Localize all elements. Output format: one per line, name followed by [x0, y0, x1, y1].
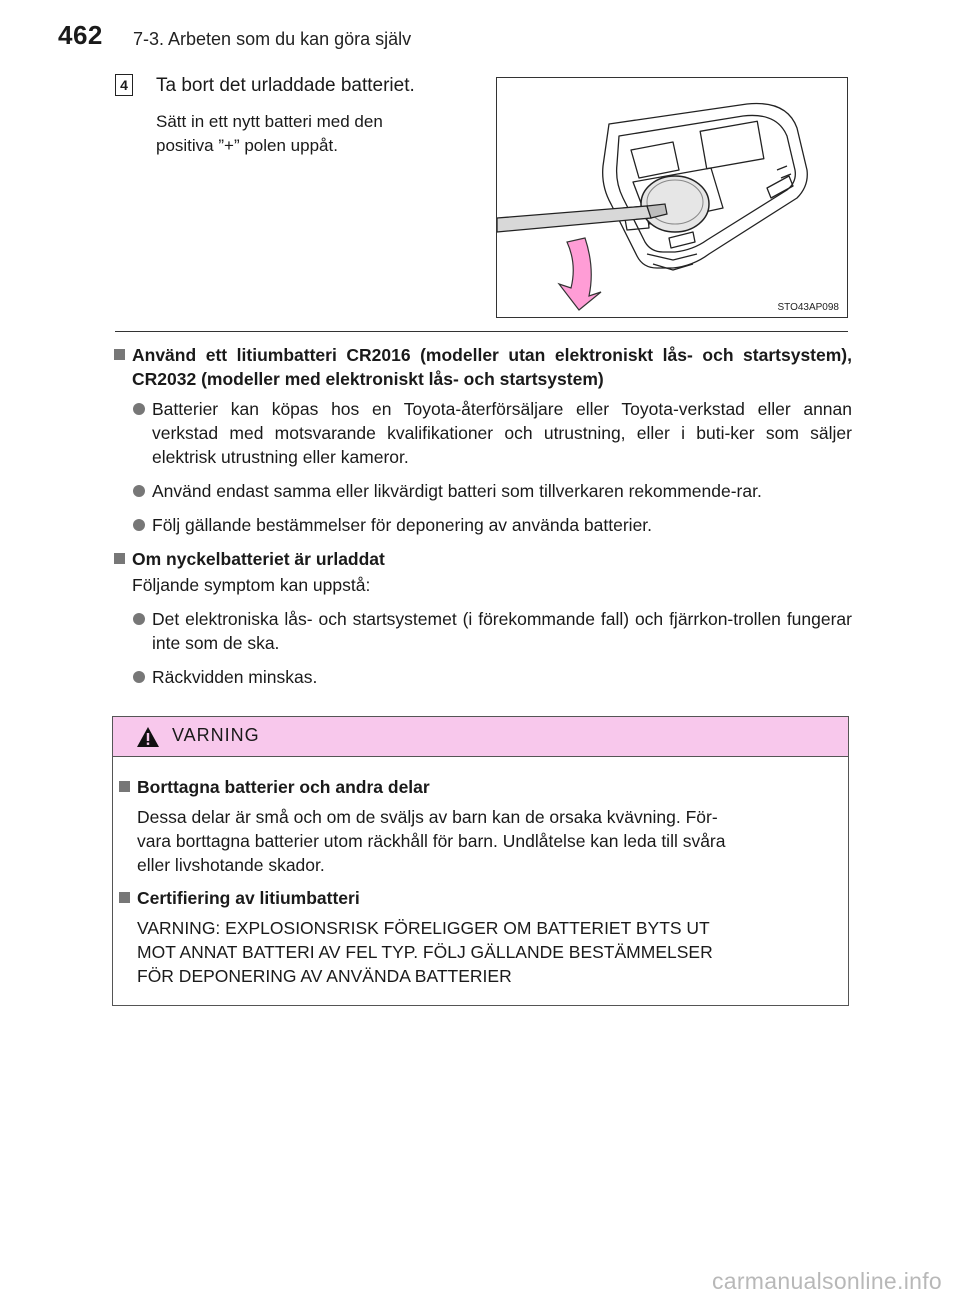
warning-item-title: Certifiering av litiumbatteri: [137, 888, 360, 908]
pry-direction-arrow: [559, 238, 601, 310]
warning-item-line: MOT ANNAT BATTERI AV FEL TYP. FÖLJ GÄLLANDE BESTÄMMELSER: [137, 942, 713, 962]
screwdriver: [497, 206, 651, 232]
list-item: Batterier kan köpas hos en Toyota-återförsäljare eller Toyota-verkstad eller annan verkstad med motsvarande kvalifikationer och utrustning, eller i buti-ker som säljer elektrisk utrustning eller kameror.: [112, 397, 852, 469]
warning-item-line: vara borttagna batterier utom räckhåll för barn. Undlåtelse kan leda till svåra: [137, 831, 726, 851]
warning-item-line: VARNING: EXPLOSIONSRISK FÖRELIGGER OM BATTERIET BYTS UT: [137, 918, 710, 938]
warning-box: [112, 716, 849, 1006]
discharged-intro: Följande symptom kan uppstå:: [132, 575, 371, 595]
step-heading: Ta bort det urladdade batteriet.: [156, 75, 415, 96]
warning-item-body: [137, 916, 834, 988]
list-item: Använd endast samma eller likvärdigt batteri som tillverkaren rekommende-rar.: [112, 479, 852, 503]
list-item: Det elektroniska lås- och startsystemet (i förekommande fall) och fjärrkon-trollen fungerar inte som de ska.: [112, 607, 852, 655]
step-instruction: [156, 110, 478, 158]
figure-code: STO43AP098: [777, 302, 839, 313]
list-item: Följ gällande bestämmelser för deponering av använda batterier.: [112, 513, 852, 537]
battery-type-title: Använd ett litiumbatteri CR2016 (modeller utan elektroniskt lås- och startsystem), CR2032 (modeller med elektroniskt lås- och startsystem): [132, 345, 852, 389]
warning-content: [113, 775, 848, 997]
warning-item: [113, 775, 848, 877]
list-item: Räckvidden minskas.: [112, 665, 852, 689]
warning-header: [113, 717, 848, 757]
warning-label: VARNING: [172, 725, 260, 745]
battery-type-section: [112, 343, 852, 391]
warning-item-title: Borttagna batterier och andra delar: [137, 777, 430, 797]
warning-item-line: FÖR DEPONERING AV ANVÄNDA BATTERIER: [137, 966, 512, 986]
step-instruction-line: Sätt in ett nytt batteri med den: [156, 112, 383, 131]
warning-item-line: Dessa delar är små och om de sväljs av barn kan de orsaka kvävning. För-: [137, 807, 718, 827]
step-number-badge: 4: [115, 74, 133, 96]
battery-replacement-illustration: [496, 77, 848, 318]
discharged-title: Om nyckelbatteriet är urladdat: [132, 549, 385, 569]
warning-item-line: eller livshotande skador.: [137, 855, 325, 875]
page-number: 462: [58, 20, 103, 50]
section-divider: [115, 331, 848, 332]
section-title: 7-3. Arbeten som du kan göra själv: [133, 29, 412, 49]
warning-triangle-icon: [136, 726, 160, 748]
discharged-section: [112, 547, 852, 571]
warning-item: [113, 886, 848, 988]
main-content: [112, 343, 852, 699]
watermark-link[interactable]: carmanualsonline.info: [711, 1268, 942, 1294]
key-fob-battery-drawing: [497, 78, 847, 317]
key-case-outline: [603, 104, 808, 269]
warning-item-body: [137, 805, 834, 877]
step-instruction-line: positiva ”+” polen uppåt.: [156, 136, 338, 155]
